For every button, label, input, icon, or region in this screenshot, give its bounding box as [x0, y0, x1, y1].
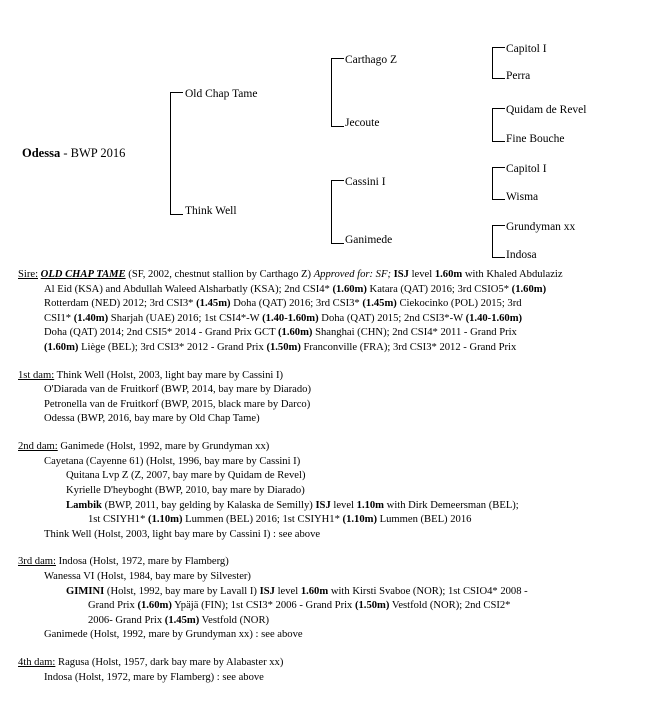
pedigree-connector-g2-2 — [492, 167, 493, 199]
dam2-lambik2-e: Lummen (BEL) 2016 — [376, 514, 472, 526]
dam2-lambik-d: level — [330, 499, 357, 511]
dam3-gimini3-c: Vestfold (NOR) — [199, 614, 270, 626]
dam3-block — [18, 555, 652, 643]
pedigree-connector-g2-0-bottom — [492, 78, 505, 79]
pedigree-gen3-6: Grundyman xx — [506, 221, 576, 233]
sire-line3-d: (1.45m) — [362, 298, 397, 310]
dam3-tail: Ganimede (Holst, 1992, mare by Grundyman xx) : see above — [44, 629, 303, 641]
pedigree-connector-root-top — [170, 92, 183, 93]
sire-line-3 — [18, 297, 652, 312]
sire-line4-d: (1.40-1.60m) — [262, 312, 319, 324]
dam3-gimini-f: with Kirsti Svaboe (NOR); 1st CSIO4* 2008 - — [328, 585, 528, 597]
dam1-row-2: Odessa (BWP, 2016, bay mare by Old Chap Tame) — [44, 413, 260, 425]
sire-line2-a: Al Eid (KSA) and Abdullah Waleed Alsharbatly (KSA); 2nd CSI4* — [44, 283, 333, 295]
dam2-lambik-line-2 — [18, 513, 652, 528]
sire-line6-a: (1.60m) — [44, 342, 79, 354]
sire-line5-b: (1.60m) — [278, 327, 313, 339]
sire-line6-c: (1.50m) — [266, 342, 301, 354]
pedigree-connector-g2-2-bottom — [492, 199, 505, 200]
dam1-heading: 1st dam: — [18, 369, 55, 381]
sire-line6-b: Liège (BEL); 3rd CSI3* 2012 - Grand Prix — [78, 342, 267, 354]
pedigree-gen2-1: Jecoute — [345, 117, 380, 129]
dam2-lambik2-b: (1.10m) — [148, 514, 183, 526]
dam2-lambik-c: ISJ — [315, 499, 331, 511]
sire-line-5 — [18, 326, 652, 341]
pedigree-gen2-3: Ganimede — [345, 234, 393, 246]
dam3-heading-line — [18, 555, 652, 570]
sire-line2-b: (1.60m) — [332, 283, 367, 295]
pedigree-root-detail: - BWP 2016 — [60, 146, 126, 160]
sire-line3-b: (1.45m) — [196, 298, 231, 310]
sire-line4-f: (1.40-1.60m) — [465, 312, 523, 324]
dam2-heading: 2nd dam: — [18, 441, 58, 453]
dam3-gimini2-b: (1.60m) — [137, 600, 172, 612]
pedigree-connector-g2-0 — [492, 47, 493, 78]
pedigree-root — [22, 147, 125, 160]
pedigree-connector-g1-1 — [331, 180, 332, 243]
pedigree-gen2-2: Cassini I — [345, 176, 386, 188]
dam2-lambik2-c: Lummen (BEL) 2016; 1st CSIYH1* — [182, 514, 343, 526]
pedigree-connector-g2-2-top — [492, 167, 505, 168]
dam1-head-text: Think Well (Holst, 2003, light bay mare by Cassini I) — [54, 369, 284, 381]
dam3-gimini-line-2 — [18, 599, 652, 614]
dam4-block — [18, 656, 652, 685]
sire-line-1 — [18, 268, 652, 283]
sire-line3-e: Ciekocinko (POL) 2015; 3rd — [396, 298, 522, 310]
dam1-row-0: O'Diarada van de Fruitkorf (BWP, 2014, bay mare by Diarado) — [44, 384, 311, 396]
dam3-gimini-name: GIMINI — [66, 585, 105, 597]
sire-line4-a: CSI1* — [44, 312, 74, 324]
sire-line2-d: (1.60m) — [511, 283, 547, 295]
dam2-lambik-b: (BWP, 2011, bay gelding by Kalaska de Semilly) — [101, 499, 316, 511]
dam2-lambik-f: with Dirk Demeersman (BEL); — [384, 499, 519, 511]
pedigree-connector-g2-3 — [492, 225, 493, 257]
sire-line-6 — [18, 341, 652, 356]
pedigree-gen3-2: Quidam de Revel — [506, 104, 587, 116]
pedigree-connector-g1-0-top — [331, 58, 344, 59]
sire-line2-c: Katara (QAT) 2016; 3rd CSIO5* — [366, 283, 512, 295]
pedigree-gen3-1: Perra — [506, 70, 531, 82]
dam2-head-text: Ganimede (Holst, 1992, mare by Grundyman xx) — [57, 441, 270, 453]
sire-line-2 — [18, 283, 652, 298]
pedigree-connector-g2-1-top — [492, 108, 505, 109]
sire-line1-b: Approved for: SF; — [313, 269, 391, 280]
dam3-gimini-line-3 — [18, 614, 652, 629]
sire-line1-a: (SF, 2002, chestnut stallion by Carthago Z) — [125, 269, 314, 280]
dam3-gimini-c: ISJ — [259, 585, 275, 597]
sire-line3-a: Rotterdam (NED) 2012; 3rd CSI3* — [44, 298, 197, 310]
dam2-lambik2-a: 1st CSIYH1* — [88, 514, 149, 526]
pedigree-connector-g1-0 — [331, 58, 332, 126]
pedigree-details — [0, 268, 670, 698]
dam2-row-2: Kyrielle D'heyboght (BWP, 2010, bay mare by Diarado) — [66, 484, 305, 496]
dam1-block — [18, 369, 652, 427]
pedigree-connector-g2-0-top — [492, 47, 505, 48]
dam3-gimini3-a: 2006- Grand Prix — [88, 614, 165, 626]
sire-line1-d: ISJ — [393, 269, 409, 280]
dam3-gimini-b: (Holst, 1992, bay mare by Lavall I) — [104, 585, 260, 597]
sire-line3-c: Doha (QAT) 2016; 3rd CSI3* — [230, 298, 363, 310]
dam2-row-0: Cayetana (Cayenne 61) (Holst, 1996, bay mare by Cassini I) — [44, 455, 301, 467]
sire-line6-d: Franconville (FRA); 3rd CSI3* 2012 - Grand Prix — [300, 342, 517, 354]
sire-line4-e: Doha (QAT) 2015; 2nd CSI3*-W — [318, 312, 466, 324]
pedigree-connector-root-bottom — [170, 214, 183, 215]
sire-line-4 — [18, 312, 652, 327]
dam3-row-0: Wanessa VI (Holst, 1984, bay mare by Silvester) — [44, 570, 251, 582]
sire-line4-b: (1.40m) — [73, 312, 109, 324]
sire-name: OLD CHAP TAME — [40, 269, 126, 280]
dam2-lambik-line-1 — [18, 499, 652, 514]
dam3-gimini-e: 1.60m — [300, 585, 329, 597]
pedigree-gen1-0: Old Chap Tame — [185, 88, 258, 100]
sire-line5-a: Doha (QAT) 2014; 2nd CSI5* 2014 - Grand Prix GCT — [44, 327, 279, 339]
dam3-gimini-d: level — [274, 585, 301, 597]
dam3-gimini2-c: Ypäjä (FIN); 1st CSI3* 2006 - Grand Prix — [171, 600, 355, 612]
dam4-heading-line — [18, 656, 652, 671]
dam3-gimini2-a: Grand Prix — [88, 600, 138, 612]
sire-line5-c: Shanghai (CHN); 2nd CSI4* 2011 - Grand Prix — [312, 327, 517, 339]
dam2-lambik-e: 1.10m — [356, 499, 385, 511]
pedigree-connector-g1-0-bottom — [331, 126, 344, 127]
pedigree-connector-g2-3-top — [492, 225, 505, 226]
dam4-row-0: Indosa (Holst, 1972, mare by Flamberg) : see above — [44, 671, 264, 683]
sire-block — [18, 268, 652, 356]
pedigree-chart — [0, 0, 670, 268]
dam4-head-text: Ragusa (Holst, 1957, dark bay mare by Alabaster xx) — [55, 657, 284, 669]
dam2-heading-line — [18, 440, 652, 455]
pedigree-gen1-1: Think Well — [185, 205, 237, 217]
pedigree-gen3-3: Fine Bouche — [506, 133, 565, 145]
pedigree-gen3-0: Capitol I — [506, 43, 547, 55]
dam3-gimini3-b: (1.45m) — [164, 614, 200, 626]
pedigree-connector-g1-1-bottom — [331, 243, 344, 244]
sire-line4-c: Sharjah (UAE) 2016; 1st CSI4*-W — [108, 312, 263, 324]
sire-line1-g: with Khaled Abdulaziz — [462, 269, 563, 280]
pedigree-connector-g2-3-bottom — [492, 257, 505, 258]
pedigree-connector-g2-1-bottom — [492, 141, 505, 142]
dam3-gimini2-d: (1.50m) — [354, 600, 390, 612]
dam2-lambik-name: Lambik — [66, 499, 102, 511]
pedigree-gen3-4: Capitol I — [506, 163, 547, 175]
pedigree-connector-g1-1-top — [331, 180, 344, 181]
dam2-block — [18, 440, 652, 542]
sire-line1-f: 1.60m — [434, 269, 463, 280]
dam3-gimini2-e: Vestfold (NOR); 2nd CSI2* — [389, 600, 511, 612]
dam3-head-text: Indosa (Holst, 1972, mare by Flamberg) — [55, 556, 229, 568]
dam4-heading: 4th dam: — [18, 657, 56, 669]
dam1-heading-line — [18, 369, 652, 384]
pedigree-gen2-0: Carthago Z — [345, 54, 398, 66]
dam2-lambik2-d: (1.10m) — [342, 514, 377, 526]
pedigree-connector-g2-1 — [492, 108, 493, 141]
dam3-gimini-line-1 — [18, 585, 652, 600]
pedigree-root-name: Odessa — [22, 146, 61, 160]
sire-line1-e: level — [408, 269, 435, 280]
dam2-tail: Think Well (Holst, 2003, light bay mare by Cassini I) : see above — [44, 528, 321, 540]
dam1-row-1: Petronella van de Fruitkorf (BWP, 2015, black mare by Darco) — [44, 398, 311, 410]
pedigree-connector-root — [170, 92, 171, 214]
dam3-heading: 3rd dam: — [18, 556, 56, 568]
pedigree-gen3-5: Wisma — [506, 191, 539, 203]
sire-heading: Sire: — [18, 269, 39, 280]
pedigree-gen3-7: Indosa — [506, 249, 537, 261]
dam2-row-1: Quitana Lvp Z (Z, 2007, bay mare by Quidam de Revel) — [66, 470, 306, 482]
